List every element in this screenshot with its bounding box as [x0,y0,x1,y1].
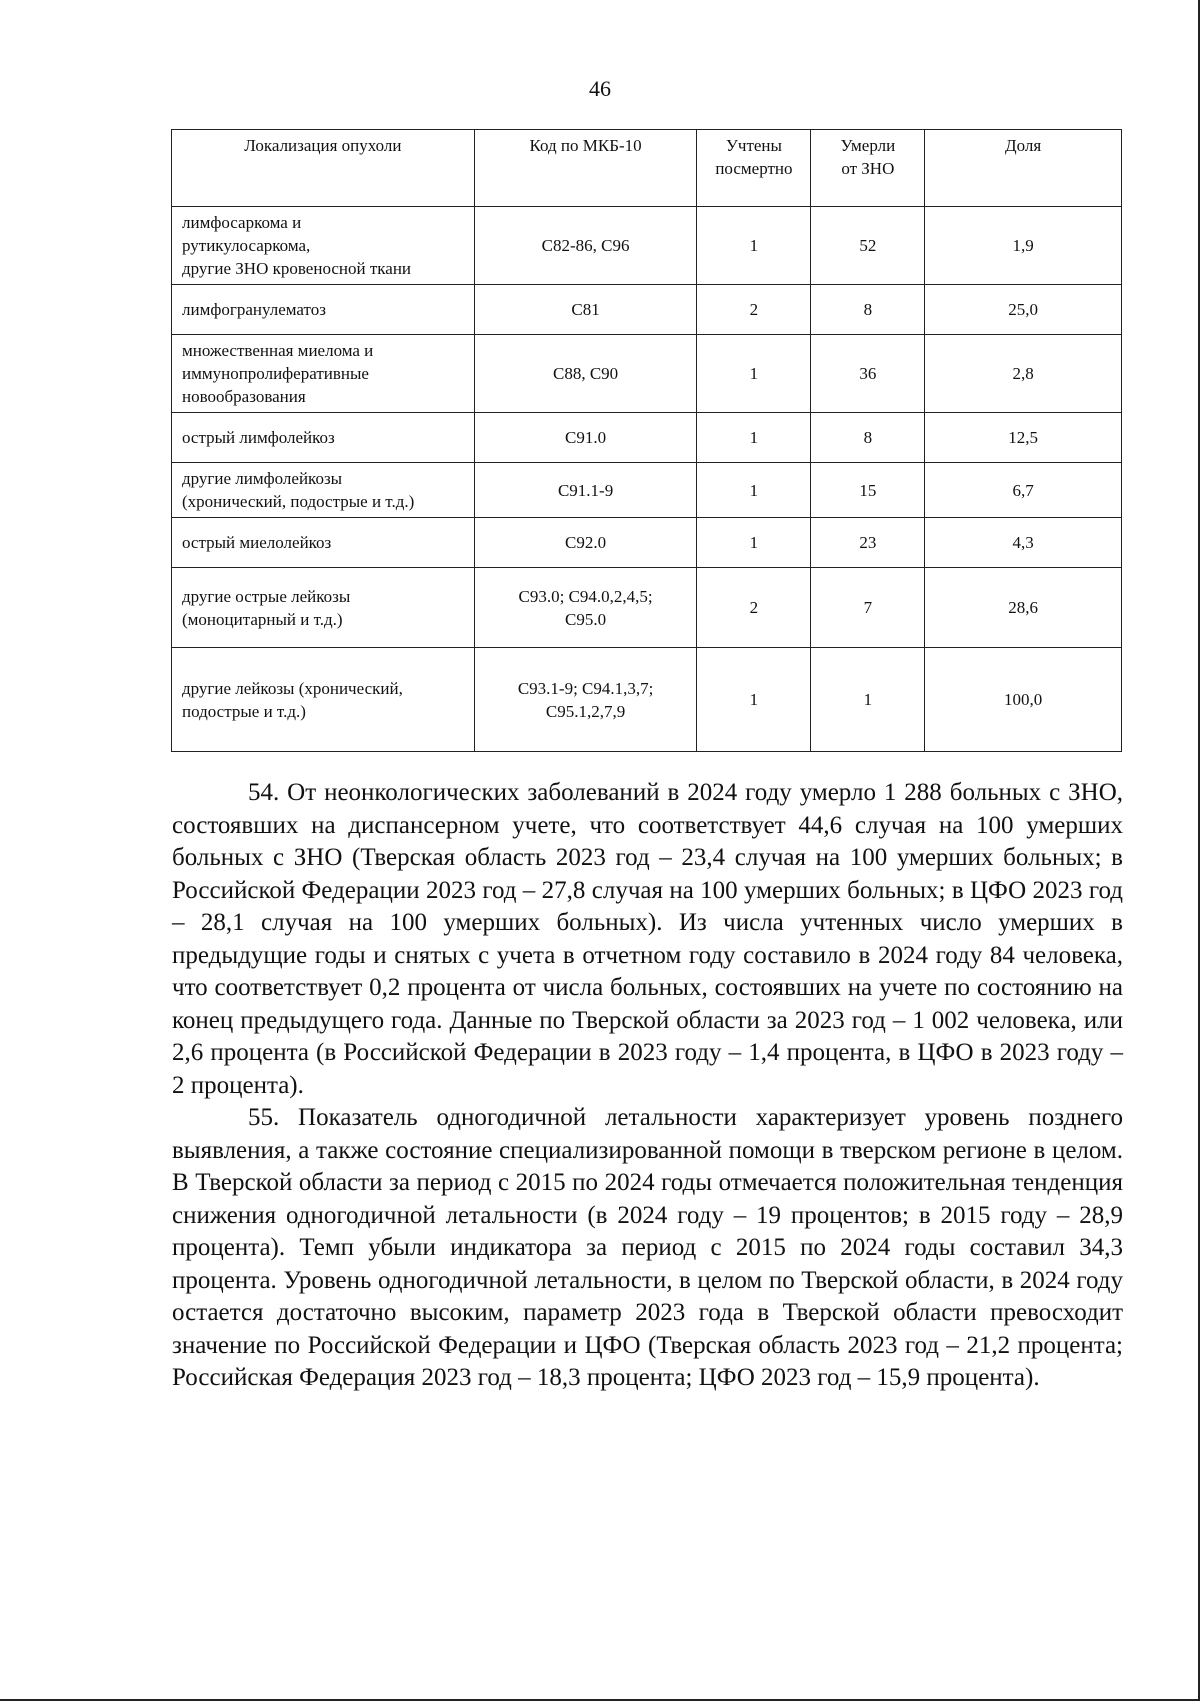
cell-died: 8 [811,413,925,463]
cell-localization-line: другие ЗНО кровеносной ткани [182,259,412,278]
cell-icd-code-line: С95.0 [565,609,607,629]
cell-localization-line: (моноцитарный и т.д.) [182,609,343,629]
cell-share: 28,6 [925,568,1122,648]
paragraph-55: 55. Показатель одногодичной летальности характеризует уровень позднего выявления, а также состояние специализированной помощи в тверском регионе в целом. В Тверской области за период с 2015 по 2024 годы отмечается положительная тенденция снижения одногодичной летальности (в 2024 году – 19 процентов; в 2015 году – 28,9 процента). Темп убыли индикатора за период с 2015 по 2024 годы составил 34,3 процента. Уровень одногодичной летальности, в целом по Тверской области, в 2024 году остается достаточно высоким, параметр 2023 года в Тверской области превосходит значение по Российской Федерации и ЦФО (Тверская область 2023 год – 21,2 процента; Российская Федерация 2023 год – 18,3 процента; ЦФО 2023 год – 15,9 процента). [172,1104,1123,1391]
cell-icd-code-line: С95.1,2,7,9 [545,701,626,721]
table-row [172,518,1122,568]
cell-died: 7 [811,568,925,648]
header-posthumous-line: посмертно [715,159,793,178]
table-header-row [172,130,1122,207]
cell-icd-code [474,648,697,752]
cell-share: 6,7 [925,463,1122,518]
cell-localization [172,285,475,335]
table-row [172,335,1122,413]
table-row [172,648,1122,752]
cell-icd-code-line: С81 [571,300,600,319]
cell-died: 36 [811,335,925,413]
header-localization: Локализация опухоли [172,130,475,207]
cell-posthumous: 1 [697,335,811,413]
cell-localization [172,463,475,518]
cell-icd-code-line: С91.0 [565,428,607,447]
cell-died: 1 [811,648,925,752]
cell-posthumous: 2 [697,568,811,648]
cell-icd-code-line: С92.0 [565,533,607,552]
cell-localization [172,648,475,752]
cell-posthumous: 1 [697,413,811,463]
cell-localization [172,207,475,285]
cell-died: 15 [811,463,925,518]
cell-icd-code [474,413,697,463]
table-row [172,568,1122,648]
cell-died: 8 [811,285,925,335]
page-number: 46 [589,76,611,101]
cell-died: 52 [811,207,925,285]
cell-icd-code [474,335,697,413]
cell-icd-code [474,463,697,518]
header-died-line: от ЗНО [841,159,895,178]
table-row [172,207,1122,285]
cell-localization [172,335,475,413]
cell-localization [172,413,475,463]
header-died-line: Умерли [840,136,896,155]
cell-share: 1,9 [925,207,1122,285]
cell-posthumous: 2 [697,285,811,335]
cell-localization-line: лимфогранулематоз [182,300,326,319]
cell-share: 2,8 [925,335,1122,413]
table-row [172,463,1122,518]
table-row [172,285,1122,335]
cell-icd-code [474,207,697,285]
paragraph-54: 54. От неонкологических заболеваний в 2024 году умерло 1 288 больных с ЗНО, состоявших на диспансерном учете, что соответствует 44,6 случая на 100 умерших больных с ЗНО (Тверская область 2023 год – 23,4 случая на 100 умерших больных; в Российской Федерации 2023 год – 27,8 случая на 100 умерших больных; в ЦФО 2023 год – 28,1 случая на 100 умерших больных). Из числа учтенных число умерших в предыдущие годы и снятых с учета в отчетном году составило в 2024 году 84 человека, что соответствует 0,2 процента от числа больных, состоявших на учете по состоянию на конец предыдущего года. Данные по Тверской области за 2023 год – 1 002 человека, или 2,6 процента (в Российской Федерации в 2023 году – 1,4 процента, в ЦФО в 2023 году – 2 процента). [172,779,1123,1099]
body-text [172,777,1123,1395]
header-died [811,130,925,207]
cell-share: 4,3 [925,518,1122,568]
cell-posthumous: 1 [697,518,811,568]
cell-icd-code [474,518,697,568]
header-posthumous-line: Учтены [725,136,782,155]
cell-localization-line: подострые и т.д.) [182,701,306,721]
cell-icd-code-line: С88, С90 [553,364,619,383]
header-posthumous [697,130,811,207]
cell-icd-code [474,568,697,648]
cell-share: 25,0 [925,285,1122,335]
cell-localization-line: новообразования [182,387,306,406]
cell-share: 100,0 [925,648,1122,752]
cell-localization-line: иммунопролиферативные [182,364,369,383]
cell-localization-line: другие лейкозы (хронический, [182,678,403,698]
table-row [172,413,1122,463]
cell-localization-line: другие острые лейкозы [182,586,351,606]
cell-localization-line: другие лимфолейкозы [182,469,343,488]
cell-localization-line: острый лимфолейкоз [182,428,335,447]
cell-died: 23 [811,518,925,568]
cell-icd-code-line: С93.0; С94.0,2,4,5; [518,586,653,606]
header-icd-code: Код по МКБ-10 [474,130,697,207]
cell-localization-line: лимфосаркома и [182,213,302,232]
cell-posthumous: 1 [697,463,811,518]
table-body [172,207,1122,752]
cell-icd-code-line: С93.1-9; С94.1,3,7; [517,678,654,698]
cell-localization-line: множественная миелома и [182,341,374,360]
mortality-table [171,129,1122,752]
cell-icd-code-line: С82-86, С96 [541,236,630,255]
cell-localization-line: (хронический, подострые и т.д.) [182,492,415,511]
cell-localization [172,518,475,568]
header-share: Доля [925,130,1122,207]
cell-icd-code [474,285,697,335]
cell-posthumous: 1 [697,207,811,285]
cell-localization [172,568,475,648]
cell-localization-line: острый миелолейкоз [182,533,332,552]
cell-posthumous: 1 [697,648,811,752]
cell-icd-code-line: С91.1-9 [557,480,614,500]
cell-localization-line: рутикулосаркома, [182,236,311,255]
cell-share: 12,5 [925,413,1122,463]
